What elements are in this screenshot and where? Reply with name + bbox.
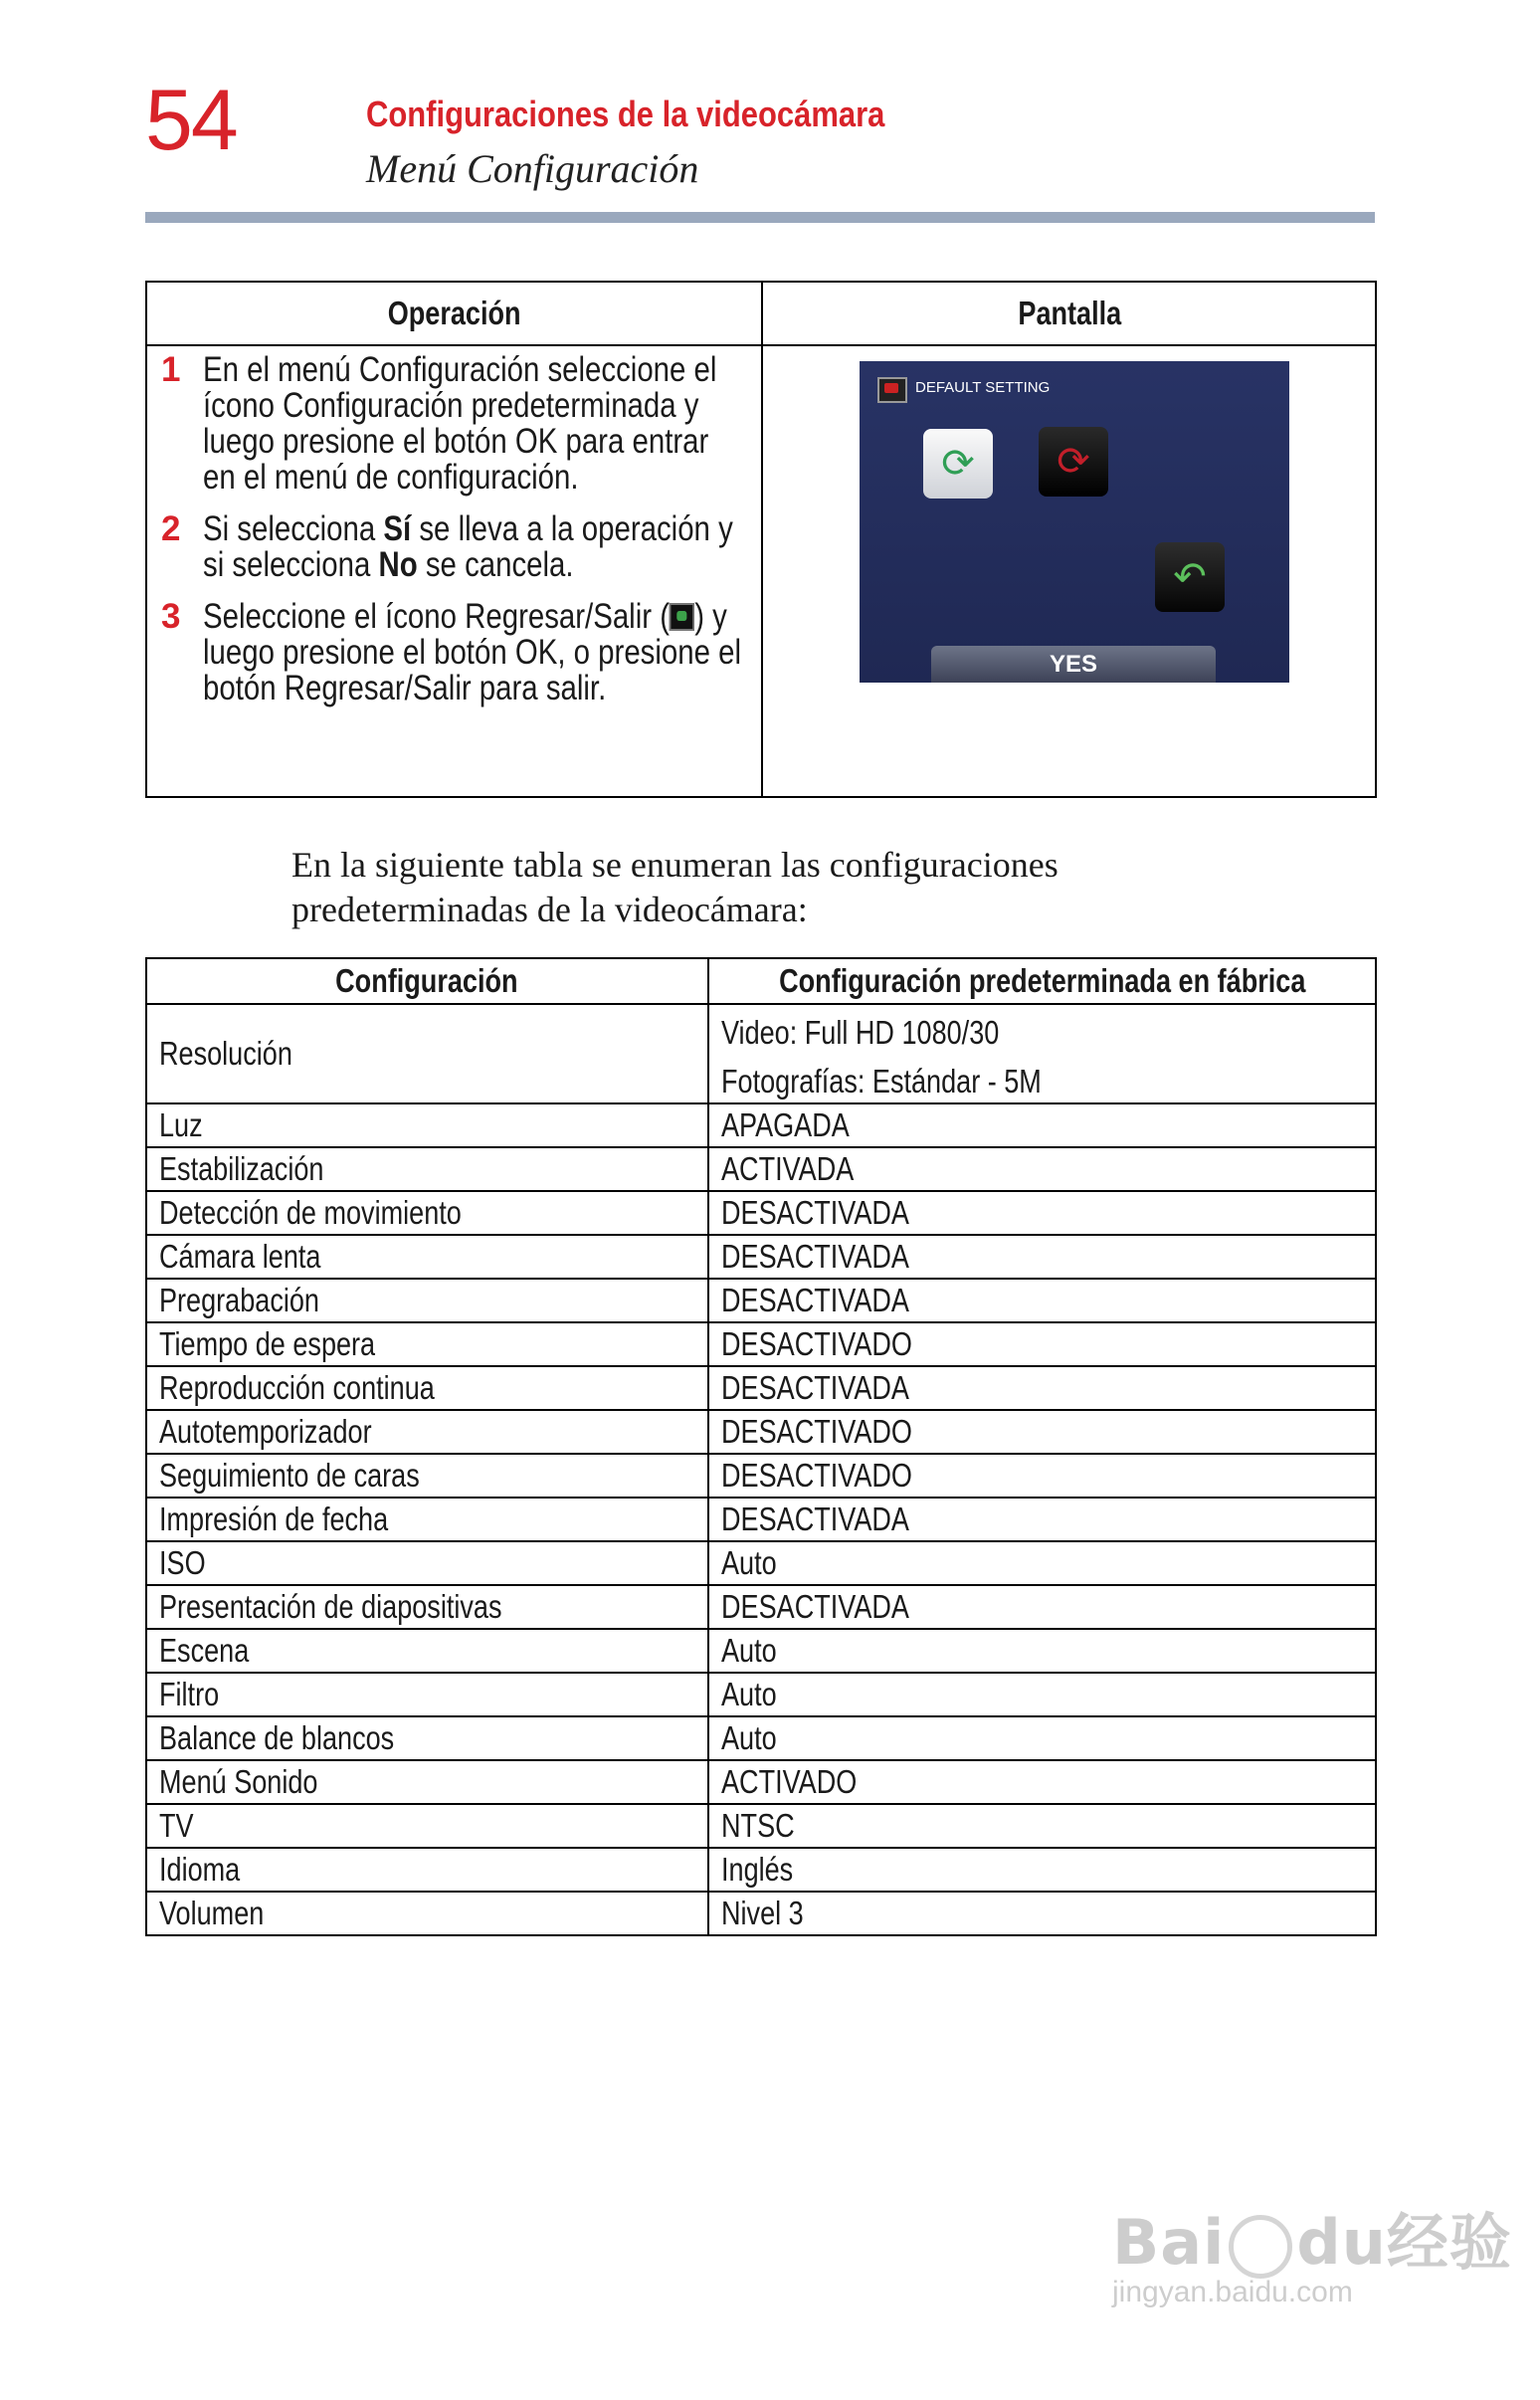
setting-name: Luz xyxy=(146,1103,708,1147)
watermark-url: jingyan.baidu.com xyxy=(1112,2276,1353,2308)
table-row xyxy=(146,1279,1376,1322)
setting-name: Presentación de diapositivas xyxy=(146,1585,708,1629)
setting-name: Tiempo de espera xyxy=(146,1322,708,1366)
page-number: 54 xyxy=(145,73,237,168)
setting-value: DESACTIVADO xyxy=(708,1322,1376,1366)
chapter-title: Configuraciones de la videocámara xyxy=(366,94,885,134)
resolution-video: Video: Full HD 1080/30 xyxy=(720,1014,999,1051)
column-header-operation: Operación xyxy=(387,295,521,331)
setting-value: DESACTIVADA xyxy=(708,1279,1376,1322)
yes-button: YES xyxy=(931,646,1216,683)
step-text: Si selecciona Sí se lleva a la operación y si selecciona No se cancela. xyxy=(203,509,733,584)
step-number: 2 xyxy=(161,509,181,548)
table-row xyxy=(146,1541,1376,1585)
setting-value: Auto xyxy=(708,1716,1376,1760)
setup-menu-icon xyxy=(877,377,907,403)
setting-value: DESACTIVADO xyxy=(708,1454,1376,1498)
operation-table xyxy=(145,281,1377,798)
setting-value: Auto xyxy=(708,1629,1376,1673)
setting-value: Inglés xyxy=(708,1848,1376,1892)
setting-value: DESACTIVADA xyxy=(708,1498,1376,1541)
table-row xyxy=(146,1103,1376,1147)
settings-table xyxy=(145,957,1377,1936)
step-1 xyxy=(161,352,748,496)
step-number: 3 xyxy=(161,597,181,636)
table-row xyxy=(146,1848,1376,1892)
setting-name: Idioma xyxy=(146,1848,708,1892)
camera-screen xyxy=(860,361,1289,683)
setting-name: Resolución xyxy=(146,1004,708,1103)
setting-name: Escena xyxy=(146,1629,708,1673)
table-row xyxy=(146,1716,1376,1760)
column-header-setting: Configuración xyxy=(146,958,708,1004)
step-2 xyxy=(161,511,748,583)
setting-value: ACTIVADA xyxy=(708,1147,1376,1191)
setting-value: Auto xyxy=(708,1541,1376,1585)
table-row xyxy=(146,1804,1376,1848)
intro-paragraph: En la siguiente tabla se enumeran las configuraciones predeterminadas de la videocámara: xyxy=(291,845,1059,929)
table-row xyxy=(146,1673,1376,1716)
setting-name: Reproducción continua xyxy=(146,1366,708,1410)
yes-label: Sí xyxy=(383,509,412,548)
default-setting-green-icon: ⟳ xyxy=(923,429,993,499)
setting-value: DESACTIVADA xyxy=(708,1585,1376,1629)
setting-name: Balance de blancos xyxy=(146,1716,708,1760)
setting-value: NTSC xyxy=(708,1804,1376,1848)
back-exit-icon: ↶ xyxy=(1155,542,1225,612)
setting-value: DESACTIVADA xyxy=(708,1191,1376,1235)
setting-name: Filtro xyxy=(146,1673,708,1716)
section-title: Menú Configuración xyxy=(366,146,699,191)
screen-title: DEFAULT SETTING xyxy=(915,379,1051,396)
table-row xyxy=(146,1235,1376,1279)
setting-value: DESACTIVADA xyxy=(708,1235,1376,1279)
setting-name: Autotemporizador xyxy=(146,1410,708,1454)
table-row xyxy=(146,1322,1376,1366)
resolution-photo: Fotografías: Estándar - 5M xyxy=(720,1063,1042,1100)
table-row xyxy=(146,1147,1376,1191)
table-row xyxy=(146,1366,1376,1410)
setting-name: ISO xyxy=(146,1541,708,1585)
step-number: 1 xyxy=(161,350,181,389)
column-divider xyxy=(761,283,763,796)
table-row xyxy=(146,1892,1376,1935)
setting-name: Detección de movimiento xyxy=(146,1191,708,1235)
table-row xyxy=(146,1004,1376,1103)
setting-value: Nivel 3 xyxy=(708,1892,1376,1935)
setting-name: Volumen xyxy=(146,1892,708,1935)
table-row xyxy=(146,1454,1376,1498)
step-text: Seleccione el ícono Regresar/Salir ( ) y luego presione el botón OK, o presione el botón Regresar/Salir para salir. xyxy=(203,597,742,707)
setting-name: Menú Sonido xyxy=(146,1760,708,1804)
baidu-logo: Bai du经验 xyxy=(1112,2206,1512,2279)
setting-value xyxy=(708,1004,1376,1103)
no-label: No xyxy=(378,545,418,584)
setting-value: DESACTIVADA xyxy=(708,1366,1376,1410)
step-list xyxy=(161,352,748,722)
setting-name: Pregrabación xyxy=(146,1279,708,1322)
back-exit-icon xyxy=(670,603,694,631)
table-row xyxy=(146,1760,1376,1804)
paw-icon xyxy=(1229,2215,1292,2279)
baidu-watermark xyxy=(1112,2193,1512,2309)
table-row xyxy=(146,1498,1376,1541)
step-3 xyxy=(161,599,748,706)
setting-value: ACTIVADO xyxy=(708,1760,1376,1804)
step-text: En el menú Configuración seleccione el ícono Configuración predeterminada y luego presione el botón OK para entrar en el menú de configuración. xyxy=(203,350,717,497)
column-header-default: Configuración predeterminada en fábrica xyxy=(708,958,1376,1004)
setting-name: Estabilización xyxy=(146,1147,708,1191)
table-row xyxy=(146,1585,1376,1629)
setting-value: DESACTIVADO xyxy=(708,1410,1376,1454)
setting-name: TV xyxy=(146,1804,708,1848)
setting-name: Cámara lenta xyxy=(146,1235,708,1279)
column-header-screen: Pantalla xyxy=(1018,295,1122,331)
setting-name: Seguimiento de caras xyxy=(146,1454,708,1498)
setting-name: Impresión de fecha xyxy=(146,1498,708,1541)
setting-value: APAGADA xyxy=(708,1103,1376,1147)
table-row xyxy=(146,1191,1376,1235)
header-rule xyxy=(145,212,1375,223)
setting-value: Auto xyxy=(708,1673,1376,1716)
table-row xyxy=(146,1629,1376,1673)
default-setting-red-icon: ⟳ xyxy=(1039,427,1108,497)
settings-table-header xyxy=(146,958,1376,1004)
table-row xyxy=(146,1410,1376,1454)
